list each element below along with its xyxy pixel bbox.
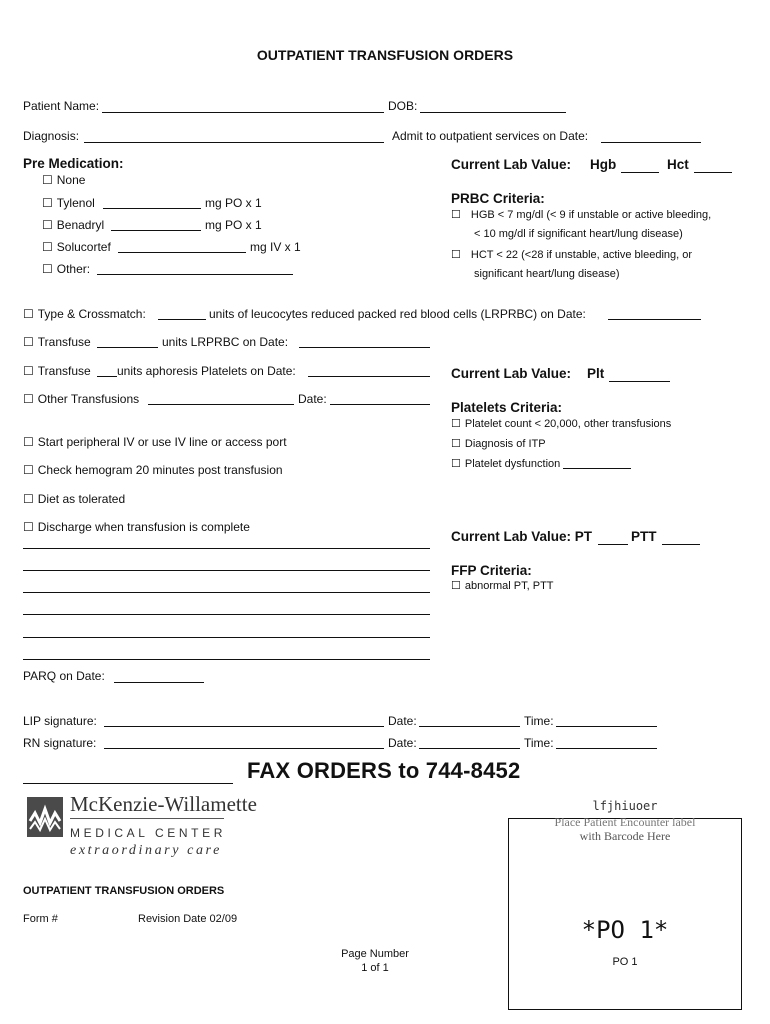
rn-signature-field[interactable] bbox=[104, 748, 384, 749]
benadryl-dose-field[interactable] bbox=[111, 230, 201, 231]
notes-line-2[interactable] bbox=[23, 570, 430, 571]
other-transfusions-label: Other Transfusions bbox=[37, 392, 140, 406]
hct-field[interactable] bbox=[694, 172, 732, 173]
solucortef-dose-unit: mg IV x 1 bbox=[250, 240, 301, 254]
type-crossmatch-checkbox[interactable] bbox=[23, 307, 146, 321]
lip-date-label: Date: bbox=[388, 714, 417, 728]
admit-date-field[interactable] bbox=[601, 142, 701, 143]
notes-line-6[interactable] bbox=[23, 659, 430, 660]
premed-none-checkbox[interactable] bbox=[42, 173, 85, 187]
transfuse-platelets-checkbox[interactable] bbox=[23, 364, 91, 378]
lip-signature-label: LIP signature: bbox=[23, 714, 97, 728]
diet-label: Diet as tolerated bbox=[37, 492, 126, 506]
transfuse-lrprbc-label: Transfuse bbox=[37, 335, 91, 349]
diet-checkbox[interactable] bbox=[23, 492, 125, 506]
rn-signature-label: RN signature: bbox=[23, 736, 97, 750]
type-crossmatch-label: Type & Crossmatch: bbox=[37, 307, 146, 321]
label-instruction-1: Place Patient Encounter label bbox=[554, 815, 696, 829]
type-crossmatch-desc: units of leucocytes reduced packed red blood cells (LRPRBC) on Date: bbox=[209, 307, 586, 321]
lip-signature-field[interactable] bbox=[104, 726, 384, 727]
rn-time-label: Time: bbox=[524, 736, 554, 750]
lab3-ptt-label: PTT bbox=[631, 529, 657, 544]
rn-time-field[interactable] bbox=[556, 748, 657, 749]
premed-other-field[interactable] bbox=[97, 274, 293, 275]
hemogram-checkbox[interactable] bbox=[23, 463, 283, 477]
lab3-label: Current Lab Value: PT bbox=[451, 529, 593, 544]
prbc-line1: HGB < 7 mg/dl (< 9 if unstable or active bleeding, bbox=[470, 209, 712, 221]
other-transfusions-field[interactable] bbox=[148, 404, 294, 405]
diagnosis-field[interactable] bbox=[84, 142, 384, 143]
transfuse-platelets-units-field[interactable] bbox=[97, 376, 117, 377]
premed-heading: Pre Medication: bbox=[23, 156, 124, 171]
ptt-field[interactable] bbox=[662, 544, 700, 545]
premed-other-label: Other: bbox=[56, 262, 91, 276]
prbc-line2: < 10 mg/dl if significant heart/lung disease) bbox=[474, 228, 683, 240]
lab1-label: Current Lab Value: bbox=[451, 157, 572, 172]
logo-top-rule bbox=[23, 783, 233, 784]
logo-tagline: extraordinary care bbox=[70, 843, 222, 858]
parq-label: PARQ on Date: bbox=[23, 669, 105, 683]
prbc-line3: HCT < 22 (<28 if unstable, active bleeding, or bbox=[470, 249, 693, 261]
crossmatch-units-field[interactable] bbox=[158, 319, 206, 320]
prbc-heading: PRBC Criteria: bbox=[451, 191, 545, 206]
transfuse-lrprbc-units-field[interactable] bbox=[97, 347, 158, 348]
tylenol-dose-field[interactable] bbox=[103, 208, 201, 209]
platelets-line2: Diagnosis of ITP bbox=[464, 438, 546, 450]
parq-date-field[interactable] bbox=[114, 682, 204, 683]
logo-medical-center: MEDICAL CENTER bbox=[70, 826, 226, 840]
lab1-hct-label: Hct bbox=[667, 157, 689, 172]
premed-solucortef-label: Solucortef bbox=[56, 240, 111, 254]
label-po: PO 1 bbox=[612, 956, 638, 968]
platelets-dysfunction-checkbox[interactable] bbox=[451, 457, 560, 470]
rn-date-field[interactable] bbox=[419, 748, 520, 749]
transfuse-lrprbc-checkbox[interactable] bbox=[23, 335, 91, 349]
patient-name-field[interactable] bbox=[102, 112, 384, 113]
platelet-dysfunction-field[interactable] bbox=[563, 468, 631, 469]
fax-orders-heading: FAX ORDERS to 744-8452 bbox=[247, 758, 521, 783]
premed-benadryl-checkbox[interactable] bbox=[42, 218, 104, 232]
transfuse-platelets-desc: units aphoresis Platelets on Date: bbox=[117, 364, 296, 378]
platelets-itp-checkbox[interactable] bbox=[451, 437, 546, 450]
platelets-count-checkbox[interactable] bbox=[451, 417, 671, 430]
other-transfusions-checkbox[interactable] bbox=[23, 392, 139, 406]
notes-line-5[interactable] bbox=[23, 637, 430, 638]
iv-label: Start peripheral IV or use IV line or access port bbox=[37, 435, 287, 449]
prbc-line4: significant heart/lung disease) bbox=[474, 268, 620, 280]
lip-date-field[interactable] bbox=[419, 726, 520, 727]
logo-name: McKenzie-Willamette bbox=[70, 792, 257, 816]
prbc-hgb-checkbox[interactable]: ☐ HGB < 7 mg/dl (< 9 if unstable or active bleeding, bbox=[451, 209, 712, 221]
platelets-line3: Platelet dysfunction bbox=[464, 458, 561, 470]
lab2-plt-label: Plt bbox=[587, 366, 605, 381]
barcode-text: *PO 1* bbox=[581, 916, 669, 944]
transfuse-lrprbc-date-field[interactable] bbox=[299, 347, 430, 348]
hemogram-label: Check hemogram 20 minutes post transfusion bbox=[37, 463, 283, 477]
diagnosis-label: Diagnosis: bbox=[23, 129, 80, 143]
lab2-label: Current Lab Value: bbox=[451, 366, 572, 381]
logo-rule bbox=[70, 818, 224, 819]
footer-title: OUTPATIENT TRANSFUSION ORDERS bbox=[23, 885, 225, 897]
lip-time-field[interactable] bbox=[556, 726, 657, 727]
transfuse-platelets-date-field[interactable] bbox=[308, 376, 430, 377]
footer-form-number: Form # bbox=[23, 913, 58, 925]
admit-label: Admit to outpatient services on Date: bbox=[392, 129, 589, 143]
footer-page-value: 1 of 1 bbox=[361, 962, 389, 974]
plt-field[interactable] bbox=[609, 381, 670, 382]
premed-solucortef-checkbox[interactable] bbox=[42, 240, 111, 254]
notes-line-3[interactable] bbox=[23, 592, 430, 593]
footer-revision-date: Revision Date 02/09 bbox=[138, 913, 238, 925]
tylenol-dose-unit: mg PO x 1 bbox=[205, 196, 262, 210]
transfuse-lrprbc-desc: units LRPRBC on Date: bbox=[162, 335, 289, 349]
other-transfusions-date-label: Date: bbox=[298, 392, 327, 406]
dob-field[interactable] bbox=[420, 112, 566, 113]
footer-page-label: Page Number bbox=[341, 948, 409, 960]
lip-time-label: Time: bbox=[524, 714, 554, 728]
pt-field[interactable] bbox=[598, 544, 628, 545]
notes-line-1[interactable] bbox=[23, 548, 430, 549]
platelets-line1: Platelet count < 20,000, other transfusions bbox=[464, 418, 672, 430]
lab1-hgb-label: Hgb bbox=[590, 157, 617, 172]
patient-label-box bbox=[508, 818, 742, 1010]
notes-line-4[interactable] bbox=[23, 614, 430, 615]
iv-checkbox[interactable] bbox=[23, 435, 287, 449]
hgb-field[interactable] bbox=[621, 172, 659, 173]
patient-name-label: Patient Name: bbox=[23, 99, 100, 113]
platelets-heading: Platelets Criteria: bbox=[451, 400, 563, 415]
ffp-checkbox[interactable] bbox=[451, 579, 554, 592]
solucortef-dose-field[interactable] bbox=[118, 252, 246, 253]
benadryl-dose-unit: mg PO x 1 bbox=[205, 218, 262, 232]
discharge-label: Discharge when transfusion is complete bbox=[37, 520, 250, 534]
transfuse-platelets-label: Transfuse bbox=[37, 364, 91, 378]
prbc-hct-checkbox[interactable]: ☐ HCT < 22 (<28 if unstable, active bleeding, or bbox=[451, 249, 693, 261]
premed-tylenol-label: Tylenol bbox=[56, 196, 95, 210]
discharge-checkbox[interactable] bbox=[23, 520, 250, 534]
logo-mark-icon bbox=[27, 797, 63, 840]
dob-label: DOB: bbox=[388, 99, 418, 113]
rn-date-label: Date: bbox=[388, 736, 417, 750]
premed-none-label: None bbox=[56, 173, 86, 187]
other-transfusions-date-field[interactable] bbox=[330, 404, 430, 405]
label-instruction-2: with Barcode Here bbox=[579, 829, 671, 843]
premed-benadryl-label: Benadryl bbox=[56, 218, 105, 232]
premed-other-checkbox[interactable] bbox=[42, 262, 90, 276]
page-title: OUTPATIENT TRANSFUSION ORDERS bbox=[256, 47, 514, 63]
label-code: lfjhiuoer bbox=[592, 799, 658, 813]
ffp-line1: abnormal PT, PTT bbox=[464, 580, 554, 592]
premed-tylenol-checkbox[interactable] bbox=[42, 196, 95, 210]
crossmatch-date-field[interactable] bbox=[608, 319, 701, 320]
ffp-heading: FFP Criteria: bbox=[451, 563, 532, 578]
